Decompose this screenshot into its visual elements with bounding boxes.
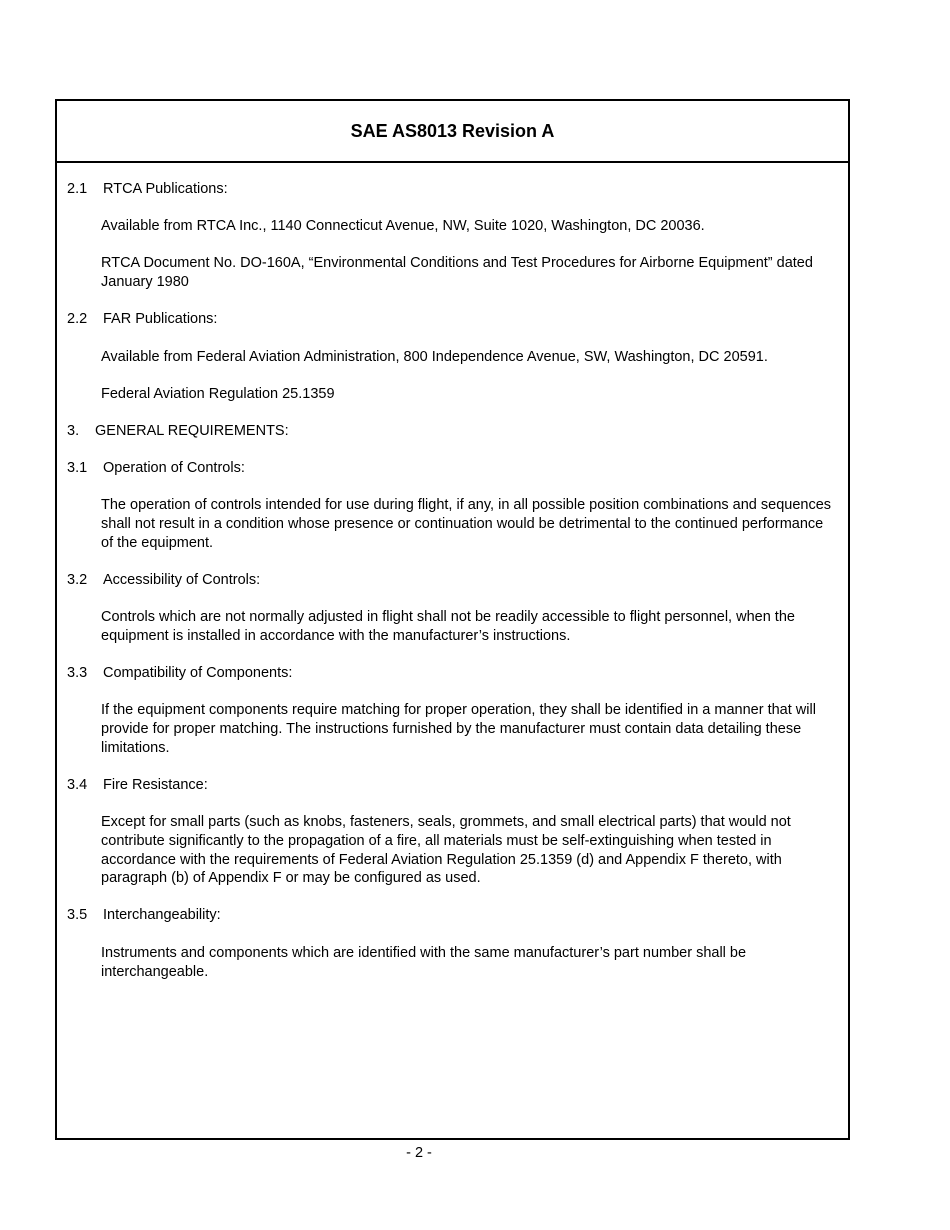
paragraph: Except for small parts (such as knobs, fasteners, seals, grommets, and small electrical parts) that would not contribute significantly to the propagation of a fire, all materials must be self-extinguishing when tested in accordance with the requirements of Federal Aviation Regulation 25.1359 (d) and Appendix F thereto, with paragraph (b) of Appendix F or may be configured as used. [101,814,791,887]
section-heading-3-3 [67,664,292,683]
paragraph: The operation of controls intended for use during flight, if any, in all possible position combinations and sequences shall not result in a condition whose presence or continuation would be detrimental to the continued performance of the equipment. [101,497,832,551]
section-heading-text: GENERAL REQUIREMENTS: [95,423,289,439]
document-header [57,101,848,163]
paragraph: Available from RTCA Inc., 1140 Connecticut Avenue, NW, Suite 1020, Washington, DC 20036. [101,218,705,234]
section-number: 3.1 [67,460,88,476]
section-number: 3.2 [67,572,88,588]
section-number: 2.2 [67,311,88,327]
section-number: 3.4 [67,777,88,793]
section-heading-text: Interchangeability: [103,907,221,923]
paragraph: RTCA Document No. DO-160A, “Environmental Conditions and Test Procedures for Airborne Equipment” dated January 1980 [101,255,813,290]
section-heading-text: Fire Resistance: [103,777,208,793]
section-number: 3.3 [67,665,88,681]
section-heading-text: Operation of Controls: [103,460,245,476]
section-number: 2.1 [67,181,88,197]
paragraph: If the equipment components require matching for proper operation, they shall be identified in a manner that will provide for proper matching. The instructions furnished by the manufacturer must contain data detailing these limitations. [101,702,816,756]
section-heading-text: Compatibility of Components: [103,665,293,681]
section-heading-text: Accessibility of Controls: [103,572,261,588]
section-heading-text: RTCA Publications: [103,181,228,197]
page-number: - 2 - [406,1145,432,1161]
section-heading-3-1 [67,459,245,478]
section-number: 3.5 [67,907,88,923]
paragraph: Controls which are not normally adjusted in flight shall not be readily accessible to flight personnel, when the equipment is installed in accordance with the manufacturer’s instructions. [101,609,795,644]
paragraph: Available from Federal Aviation Administration, 800 Independence Avenue, SW, Washington, DC 20591. [101,349,768,365]
paragraph: Instruments and components which are identified with the same manufacturer’s part number shall be interchangeable. [101,945,747,980]
section-heading-3-2 [67,571,260,590]
section-heading-3 [67,422,289,441]
section-heading-3-4 [67,776,208,795]
document-frame [55,99,850,1140]
paragraph: Federal Aviation Regulation 25.1359 [101,386,335,402]
section-number: 3. [67,423,80,439]
section-heading-2-2 [67,310,217,329]
section-heading-text: FAR Publications: [103,311,218,327]
section-heading-2-1 [67,180,228,199]
section-heading-3-5 [67,906,221,925]
document-title: SAE AS8013 Revision A [350,120,555,141]
